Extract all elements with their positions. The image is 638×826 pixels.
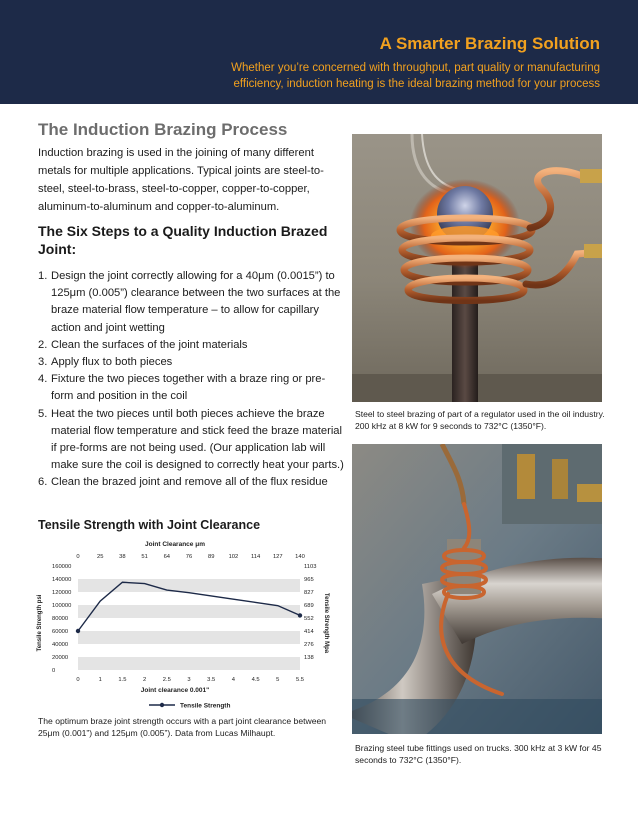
step-item [38, 354, 344, 371]
top-tick-label: 140 [295, 554, 305, 560]
top-tick-label: 25 [96, 554, 104, 560]
step-number: 4. [38, 373, 48, 386]
x-tick-label: 1.5 [118, 677, 127, 683]
y2-tick-label: 689 [304, 603, 314, 609]
header-subtitle: Whether you’re concerned with throughput, part quality or manufacturing efficiency, induction heating is the ideal brazing method for your process [231, 62, 600, 90]
x-tick-label: 5.5 [295, 677, 305, 683]
x-tick-label: 5 [276, 677, 280, 683]
top-tick-label: 51 [141, 554, 148, 560]
y-tick-label: 40000 [52, 642, 69, 648]
step-text: Heat the two pieces until both pieces achieve the braze material flow temperature and stick feed the braze material if pre-forms are not being used. (Our application lab will make sure the coil is designed to correctly heat your parts.) [51, 407, 344, 472]
chart-band [78, 631, 300, 644]
y2-tick-label: 965 [304, 577, 314, 583]
step-number: 5. [38, 407, 48, 420]
coil-brazing-photo [352, 134, 602, 402]
y-axis-ticks [52, 564, 71, 674]
tube-fitting-image [352, 444, 602, 734]
y2-tick-label: 827 [304, 590, 314, 596]
step-number: 2. [38, 338, 48, 351]
steps-title: The Six Steps to a Quality Induction Brazed Joint: [38, 223, 328, 257]
top-axis-ticks [76, 554, 304, 560]
x-axis-ticks [76, 677, 304, 683]
x-tick-label: 3 [187, 677, 191, 683]
step-item [38, 371, 344, 405]
y2-tick-label: 276 [304, 642, 314, 648]
coil-brazing-image [352, 134, 602, 402]
step-text: Clean the brazed joint and remove all of the flux residue [51, 476, 328, 489]
x-tick-label: 3.5 [207, 677, 216, 683]
step-item [38, 337, 344, 354]
chart-title: Tensile Strength with Joint Clearance [38, 518, 261, 532]
y2-axis-ticks [304, 564, 316, 661]
x-tick-label: 1 [98, 677, 102, 683]
x-tick-label: 0 [76, 677, 80, 683]
y-tick-label: 140000 [52, 577, 72, 583]
y-tick-label: 0 [52, 668, 56, 674]
y2-axis-label: Tensile Strength Mpa [323, 592, 329, 654]
y-axis-label: Tensile Strength psi [37, 594, 43, 652]
y-tick-label: 80000 [52, 616, 69, 622]
y-tick-label: 120000 [52, 590, 72, 596]
photo-caption: Brazing steel tube fittings used on trucks. 300 kHz at 3 kW for 45 seconds to 732°C (1350°F). [355, 743, 602, 765]
step-item [38, 406, 344, 475]
photo-caption: Steel to steel brazing of part of a regulator used in the oil industry. 200 kHz at 8 kW for 9 seconds to 732°C (1350°F). [355, 409, 605, 431]
data-point [76, 629, 80, 633]
data-point [298, 613, 302, 617]
legend-label: Tensile Strength [180, 702, 231, 710]
step-number: 1. [38, 270, 48, 282]
x-tick-label: 2 [142, 677, 147, 683]
chart-caption: The optimum braze joint strength occurs with a part joint clearance between 25μm (0.001”) and 125μm (0.005”). Data from Lucas Milhaupt. [38, 716, 327, 738]
section-title: The Induction Brazing Process [38, 120, 288, 139]
top-tick-label: 0 [76, 554, 80, 560]
top-tick-label: 102 [228, 554, 239, 560]
header-title: A Smarter Brazing Solution [379, 34, 600, 53]
step-number: 3. [38, 356, 48, 369]
steps-list [38, 268, 344, 492]
y-tick-label: 60000 [52, 629, 69, 635]
step-item [38, 474, 344, 491]
intro-paragraph: Induction brazing is used in the joining of many different metals for multiple applications. Typical joints are steel-to-steel, steel-to-brass, steel-to-copper, copper-to-copper, aluminum-to-aluminum and copper-to-aluminum. [38, 147, 324, 213]
y2-tick-label: 138 [304, 655, 314, 661]
x-tick-label: 4 [231, 677, 236, 683]
step-number: 6. [38, 476, 48, 489]
y2-tick-label: 414 [304, 629, 314, 635]
y-tick-label: 100000 [52, 603, 72, 609]
x-axis-label: Joint clearance 0.001" [140, 687, 210, 694]
tube-fitting-photo [352, 444, 602, 734]
y-tick-label: 160000 [52, 564, 72, 570]
page-header [0, 0, 638, 104]
top-tick-label: 76 [185, 554, 193, 560]
y2-tick-label: 552 [304, 616, 314, 622]
chart-legend [149, 703, 230, 710]
top-tick-label: 38 [119, 554, 126, 560]
top-tick-label: 114 [250, 554, 261, 560]
x-tick-label: 4.5 [251, 677, 260, 683]
chart-band [78, 579, 300, 592]
step-text: Clean the surfaces of the joint materials [51, 338, 248, 351]
top-tick-label: 64 [163, 554, 171, 560]
x-tick-label: 2.5 [162, 677, 171, 683]
step-text: Fixture the two pieces together with a braze ring or pre-form and position in the coil [51, 373, 326, 403]
chart-band [78, 657, 300, 670]
tensile-strength-chart [30, 534, 330, 714]
y-tick-label: 20000 [52, 655, 69, 661]
top-tick-label: 89 [207, 554, 215, 560]
y2-tick-label: 1103 [304, 564, 317, 570]
step-text: Design the joint correctly allowing for a 40μm (0.0015”) to 125μm (0.005”) clearance between the two surfaces at the braze material flow temperature – to allow for capillary action and joint wetting [51, 270, 341, 334]
step-item [38, 268, 344, 337]
chart-band [78, 605, 300, 618]
legend-marker [160, 703, 164, 707]
step-text: Apply flux to both pieces [51, 356, 173, 369]
top-axis-title: Joint Clearance μm [145, 541, 205, 548]
top-tick-label: 127 [272, 554, 283, 560]
